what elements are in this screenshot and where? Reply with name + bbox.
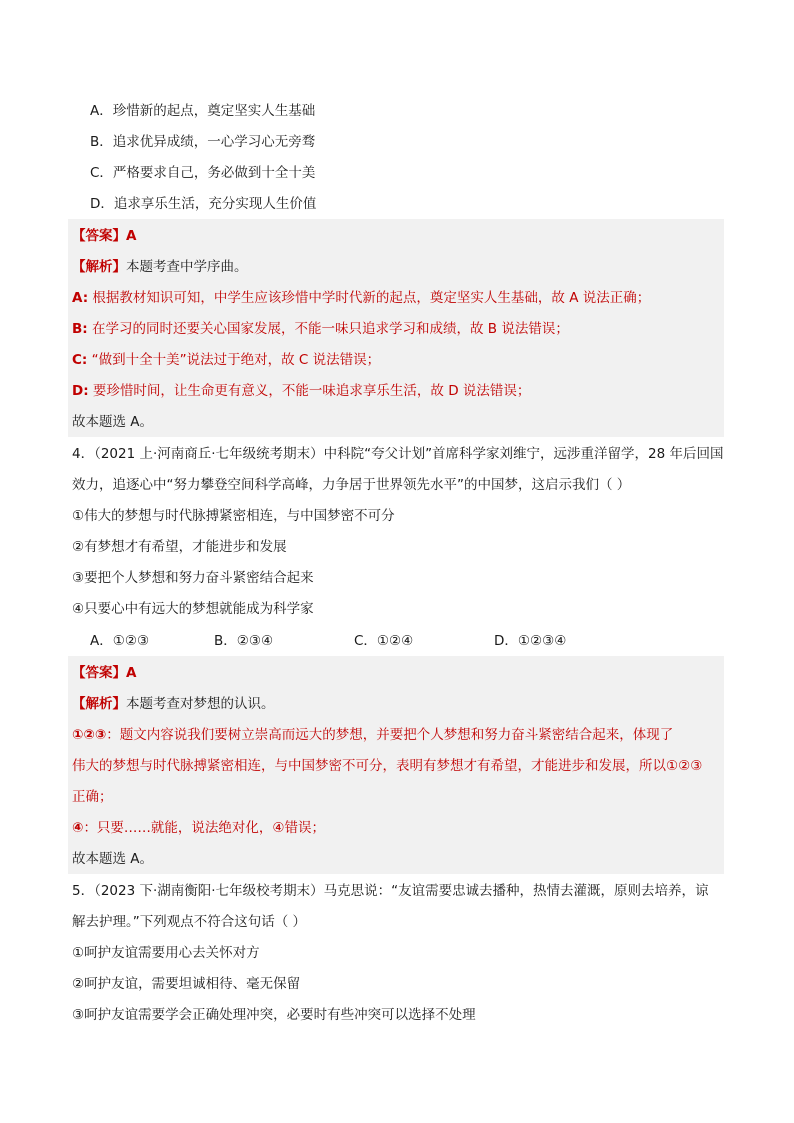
q4-analysis [72, 694, 275, 714]
q4-choice-a: A．①②③ [90, 633, 150, 649]
analysis-intro: 本题考查对梦想的认识。 [126, 696, 275, 712]
q4-stem-line-1: 4．（2021 上·河南商丘·七年级统考期末）中科院“夸父计划”首席科学家刘维宁，远涉重洋留学，28 年后回国 [72, 446, 724, 462]
q3-option-b: B．追求优异成绩，一心学习心无旁骛 [90, 134, 316, 150]
answer-label: 【答案】 [72, 228, 126, 244]
q5-stem-line-1: 5．（2023 下·湖南衡阳·七年级校考期末）马克思说：“友谊需要忠诚去播种，热情去灌溉，原则去培养，谅 [72, 883, 709, 899]
q4-choices [90, 631, 566, 651]
q4-statement-3: ③要把个人梦想和努力奋斗紧密结合起来 [72, 570, 314, 586]
analysis-intro: 本题考查中学序曲。 [126, 259, 248, 275]
q4-point-1-line-3: 正确； [72, 789, 113, 805]
q3-point-a: A: 根据教材知识可知，中学生应该珍惜中学时代新的起点，奠定坚实人生基础，故 A 说法正确； [72, 290, 651, 306]
q4-choice-d: D．①②③④ [494, 633, 567, 649]
answer-label: 【答案】 [72, 665, 126, 681]
q3-conclusion: 故本题选 A。 [72, 414, 154, 430]
q5-statement-2: ②呵护友谊，需要坦诚相待、毫无保留 [72, 976, 301, 992]
q4-point-2: ④：只要……就能，说法绝对化，④错误； [72, 820, 326, 836]
q4-point-1-line-1: ①②③：题文内容说我们要树立崇高而远大的梦想，并要把个人梦想和努力奋斗紧密结合起来，体现了 [72, 727, 674, 743]
q5-statement-3: ③呵护友谊需要学会正确处理冲突，必要时有些冲突可以选择不处理 [72, 1007, 476, 1023]
q3-option-a: A．珍惜新的起点，奠定坚实人生基础 [90, 103, 316, 119]
q4-answer [72, 663, 136, 683]
q3-answer [72, 226, 136, 246]
answer-value: A [126, 665, 137, 681]
q4-choice-c: C．①②④ [354, 633, 414, 649]
q3-option-c: C．严格要求自己，务必做到十全十美 [90, 165, 316, 181]
q4-stem-line-2: 效力，追逐心中“努力攀登空间科学高峰，力争居于世界领先水平”的中国梦，这启示我们（ ） [72, 477, 631, 493]
q4-conclusion: 故本题选 A。 [72, 851, 154, 867]
q4-choice-b: B．②③④ [214, 633, 274, 649]
q4-statement-4: ④只要心中有远大的梦想就能成为科学家 [72, 601, 314, 617]
answer-value: A [126, 228, 137, 244]
analysis-label: 【解析】 [72, 696, 126, 712]
analysis-label: 【解析】 [72, 259, 126, 275]
q5-statement-1: ①呵护友谊需要用心去关怀对方 [72, 945, 260, 961]
q3-option-d: D．追求享乐生活，充分实现人生价值 [90, 196, 317, 212]
q3-analysis [72, 257, 248, 277]
q3-point-c: C: “做到十全十美”说法过于绝对，故 C 说法错误； [72, 352, 381, 368]
q3-point-d: D: 要珍惜时间，让生命更有意义，不能一味追求享乐生活，故 D 说法错误； [72, 383, 531, 399]
q4-point-1-line-2: 伟大的梦想与时代脉搏紧密相连，与中国梦密不可分，表明有梦想才有希望，才能进步和发展，所以①②③ [72, 758, 703, 774]
q4-statement-2: ②有梦想才有希望，才能进步和发展 [72, 539, 287, 555]
q5-stem-line-2: 解去护理。”下列观点不符合这句话（ ） [72, 914, 307, 930]
q4-statement-1: ①伟大的梦想与时代脉搏紧密相连，与中国梦密不可分 [72, 508, 395, 524]
q3-point-b: B: 在学习的同时还要关心国家发展，不能一味只追求学习和成绩，故 B 说法错误； [72, 321, 569, 337]
